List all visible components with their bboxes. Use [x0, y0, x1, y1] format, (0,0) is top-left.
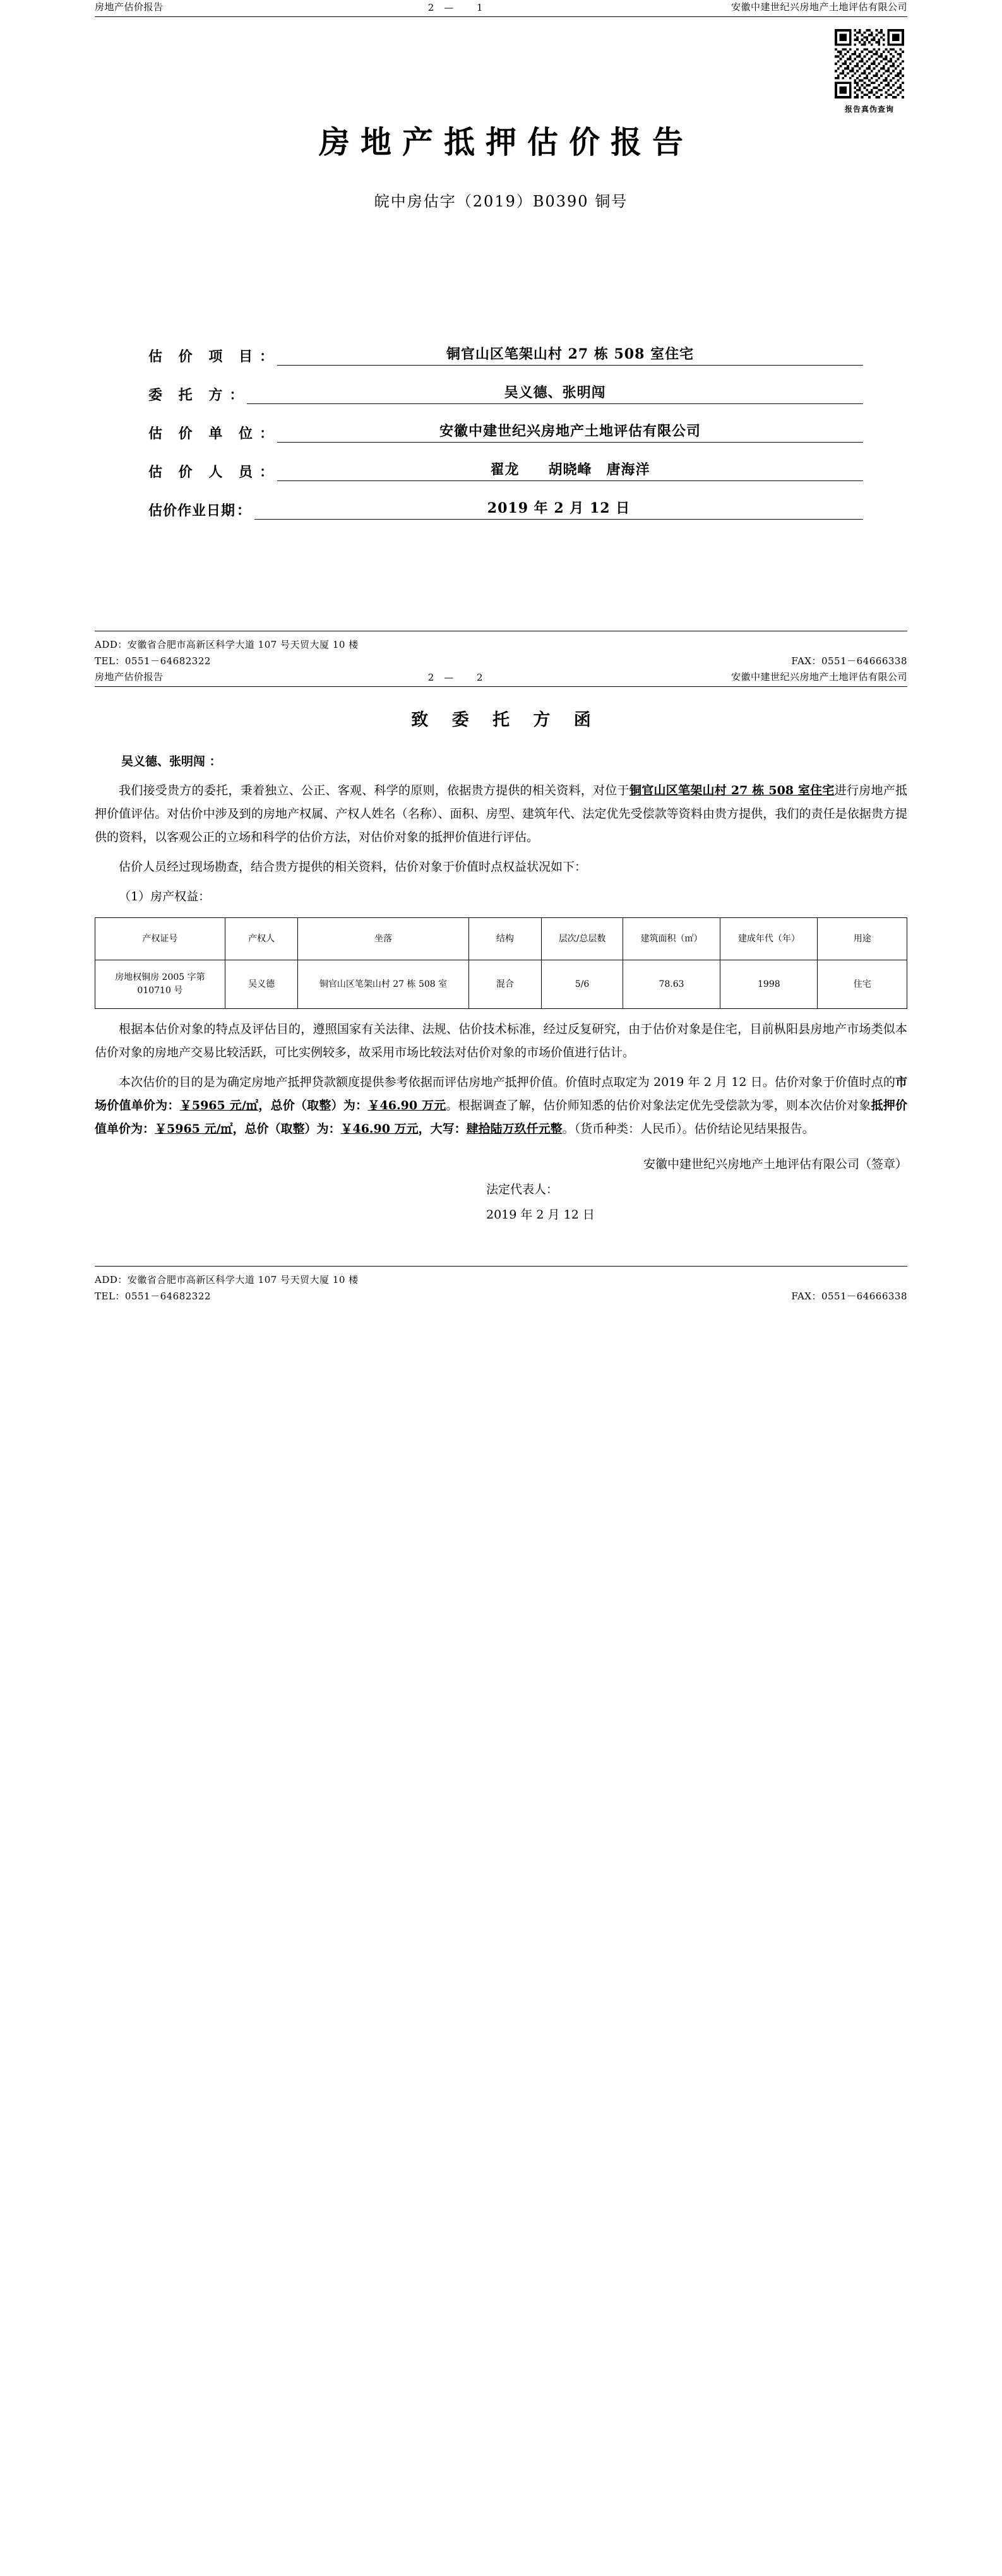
letter-paragraph-3: （1）房产权益： — [119, 889, 211, 903]
th-year: 建成年代（年） — [720, 917, 818, 960]
letter-salutation: 吴义德、张明闯 ： — [121, 754, 222, 768]
running-header-right: 安徽中建世纪兴房地产土地评估有限公司 — [731, 1, 907, 13]
th-owner: 产权人 — [225, 917, 298, 960]
running-footer-cover — [95, 631, 907, 670]
running-header-left: 房地产估价报告 — [95, 671, 164, 683]
cover-field-appraisal-firm — [148, 420, 863, 443]
cover-field-label: 委 托 方 — [148, 387, 229, 403]
footer-contact-row — [95, 1288, 907, 1304]
footer-contact-row — [95, 653, 907, 669]
th-floor: 层次/总层数 — [542, 917, 623, 960]
running-footer-letter — [95, 1266, 907, 1305]
cover-field-colon: ： — [259, 426, 273, 442]
bottom-spacer — [95, 1304, 907, 1321]
letter-sheet — [0, 670, 1002, 1321]
table-header-row — [95, 917, 907, 960]
p5-part-h: 。（货币种类：人民币）。估价结论见结果报告。 — [562, 1121, 814, 1136]
p5-part-f: ，总价（取整）为： — [232, 1121, 341, 1136]
cover-subtitle: 皖中房估字（2019）B0390 铜号 — [374, 193, 628, 210]
p5-market-total-price: ￥46.90 万元 — [367, 1098, 446, 1112]
cover-field-project — [148, 343, 863, 366]
p5-part-a: 本次估价的目的是为确定房地产抵押贷款额度提供参考依据而评估房地产抵押价值。价值时点取定为 2019 年 2 月 12 日。估价对象于价值时点的 — [119, 1075, 895, 1089]
running-header-left: 房地产估价报告 — [95, 1, 164, 13]
signature-date: 2019 年 2 月 12 日 — [486, 1207, 595, 1222]
running-header-page: 2— 2 — [427, 671, 493, 683]
th-structure: 结构 — [468, 917, 542, 960]
cover-field-value: 翟龙 胡晓峰 唐海洋 — [277, 459, 863, 481]
qr-caption: 报告真伪查询 — [844, 105, 894, 114]
cover-spacer — [95, 536, 907, 631]
cover-field-value: 2019 年 2 月 12 日 — [254, 498, 863, 520]
td-owner: 吴义德 — [225, 960, 298, 1008]
td-usage: 住宅 — [818, 960, 907, 1008]
cover-fields — [95, 343, 907, 520]
letter-paragraph-4: 根据本估价对象的特点及评估目的，遵照国家有关法律、法规、估价技术标准，经过反复研究，由于估价对象是住宅，目前枞阳县房地产市场类似本估价对象的房地产交易比较活跃，可比实例较多，故采用市场比较法对估价对象的市场价值进行估计。 — [95, 1022, 907, 1059]
running-header-cover — [95, 0, 907, 17]
property-rights-table — [95, 917, 907, 1009]
p5-mortgage-unit-price: ￥5965 元/㎡ — [155, 1121, 233, 1136]
cover-title: 房地产抵押估价报告 — [318, 124, 694, 160]
p1-part-a: 我们接受贵方的委托，秉着独立、公正、客观、科学的原则，依据贵方提供的相关资料，对位于 — [119, 783, 629, 797]
footer-address: ADD：安徽省合肥市高新区科学大道 107 号天贸大厦 10 楼 — [95, 1273, 359, 1285]
th-location: 坐落 — [298, 917, 468, 960]
signature-company: 安徽中建世纪兴房地产土地评估有限公司（签章） — [643, 1157, 907, 1171]
cover-field-colon: ： — [229, 387, 244, 403]
table-row — [95, 960, 907, 1008]
signature-legal-rep: 法定代表人： — [486, 1182, 559, 1196]
td-floor: 5/6 — [542, 960, 623, 1008]
footer-address: ADD：安徽省合肥市高新区科学大道 107 号天贸大厦 10 楼 — [95, 639, 359, 650]
cover-field-appraisers — [148, 459, 863, 481]
cover-sheet — [0, 0, 1002, 670]
th-usage: 用途 — [818, 917, 907, 960]
cover-field-colon: ： — [259, 464, 273, 480]
cover-field-value: 吴义德、张明闯 — [247, 382, 863, 404]
cover-field-colon: ： — [259, 349, 273, 365]
cover-field-client — [148, 382, 863, 404]
cover-field-label: 估价作业日期 — [148, 503, 236, 519]
th-area: 建筑面积（㎡） — [623, 917, 720, 960]
running-header-page: 2— 1 — [427, 2, 493, 13]
cover-field-colon: ： — [237, 503, 251, 519]
footer-fax: FAX：0551－64666338 — [791, 655, 907, 667]
p5-mortgage-unit-label: 抵押价值单价为： — [95, 1098, 907, 1136]
td-location: 铜官山区笔架山村 27 栋 508 室 — [298, 960, 468, 1008]
letter-spacer — [95, 1228, 907, 1266]
th-cert-no: 产权证号 — [95, 917, 225, 960]
cover-field-value: 铜官山区笔架山村 27 栋 508 室住宅 — [277, 343, 863, 366]
running-header-letter — [95, 670, 907, 687]
cover-field-label: 估 价 项 目 — [148, 349, 258, 365]
footer-tel: TEL：0551－64682322 — [95, 1290, 211, 1302]
cover-field-value: 安徽中建世纪兴房地产土地评估有限公司 — [277, 420, 863, 443]
p5-part-g: ，大写： — [418, 1121, 467, 1136]
qr-block — [832, 29, 907, 114]
running-header-right: 安徽中建世纪兴房地产土地评估有限公司 — [731, 671, 907, 683]
p5-market-unit-price: ￥5965 元/㎡ — [179, 1098, 259, 1112]
p5-amount-in-words: 肆拾陆万玖仟元整 — [466, 1121, 563, 1136]
letter-paragraph-5 — [95, 1071, 907, 1141]
td-structure: 混合 — [468, 960, 542, 1008]
cover-field-label: 估 价 人 员 — [148, 464, 258, 480]
letter-title: 致 委 托 方 函 — [411, 710, 600, 730]
p5-part-c: ，总价（取整）为： — [258, 1098, 368, 1112]
letter-paragraph-2: 估价人员经过现场勘查，结合贵方提供的相关资料，估价对象于价值时点权益状况如下： — [119, 859, 587, 874]
footer-fax: FAX：0551－64666338 — [791, 1290, 907, 1302]
td-area: 78.63 — [623, 960, 720, 1008]
p1-highlight-property: 铜官山区笔架山村 27 栋 508 室住宅 — [629, 783, 835, 797]
qr-code-icon — [835, 29, 904, 98]
p5-mortgage-total-price: ￥46.90 万元 — [340, 1121, 419, 1136]
cover-field-label: 估 价 单 位 — [148, 426, 258, 442]
letter-paragraph-1 — [95, 779, 907, 849]
td-cert-no: 房地权铜房 2005 字第 010710 号 — [95, 960, 225, 1008]
footer-tel: TEL：0551－64682322 — [95, 655, 211, 667]
cover-field-date — [148, 498, 863, 520]
signature-block — [95, 1152, 907, 1228]
p5-market-unit-label: 市场价值单价为： — [95, 1075, 907, 1112]
p1-part-b: 进行房地产抵押价值评估。对估价中涉及到的房地产权属、产权人姓名（名称）、面积、房型、建筑年代、法定优先受偿款等资料由贵方提供，我们的责任是依据贵方提供的资料，以客观公正的立场和科学的估价方法，对估价对象的抵押价值进行评估。 — [95, 783, 907, 844]
td-year: 1998 — [720, 960, 818, 1008]
p5-part-d: 。根据调查了解，估价师知悉的估价对象法定优先受偿款为零，则本次估价对象 — [446, 1098, 871, 1112]
